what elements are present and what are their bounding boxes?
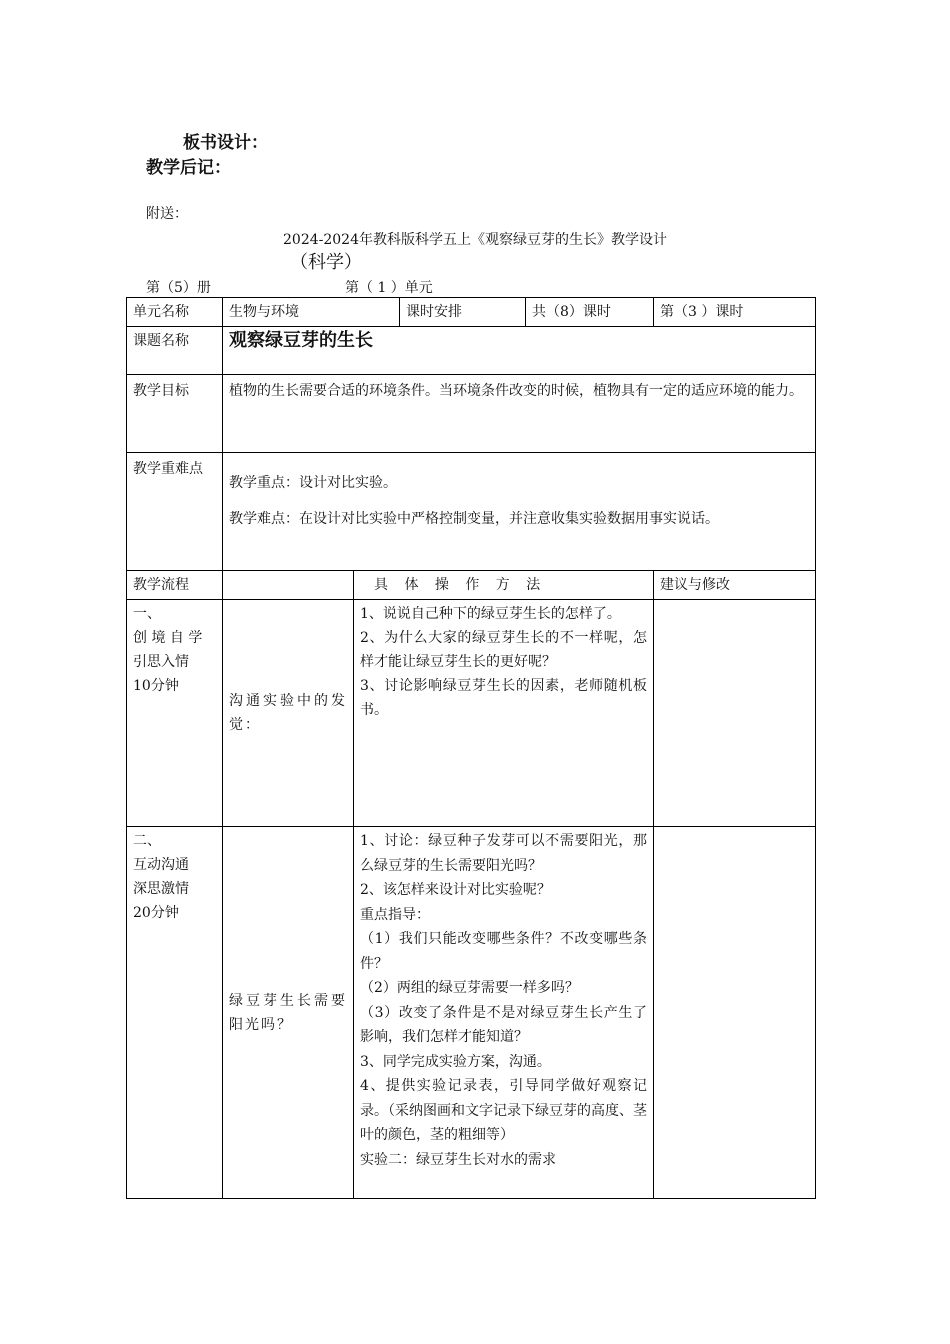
- stage-1-step: 1、说说自己种下的绿豆芽生长的怎样了。: [360, 606, 621, 622]
- stage-2-duration: 20分钟: [133, 905, 179, 921]
- stage-1-step: 2、为什么大家的绿豆芽生长的不一样呢，怎样才能让绿豆芽生长的更好呢？: [360, 630, 647, 670]
- stage-2-focus: 绿豆芽生长需要阳光吗？: [229, 992, 347, 1033]
- schedule-label: 课时安排: [400, 298, 526, 327]
- attached-label: 附送：: [146, 206, 188, 222]
- subject-label: （科学）: [290, 252, 362, 273]
- goal-label: 教学目标: [127, 375, 223, 453]
- stage-1-duration: 10分钟: [133, 678, 179, 694]
- current-lesson: 第（3 ）课时: [654, 298, 816, 327]
- stage-2-step: 4、提供实验记录表，引导同学做好观察记录。（采纳图画和文字记录下绿豆芽的高度、茎叶的颜色，茎的粗细等）: [360, 1078, 647, 1143]
- stage-2-step: 3、同学完成实验方案，沟通。: [360, 1053, 551, 1070]
- stage-1-advice: [654, 600, 816, 827]
- stage-1-step: 3、讨论影响绿豆芽生长的因素，老师随机板书。: [360, 678, 647, 718]
- unit-row: [127, 298, 816, 327]
- topic-label: 课题名称: [127, 327, 223, 375]
- stage-2-advice: [654, 827, 816, 1199]
- stage-1-number: 一、: [133, 606, 161, 622]
- stage-1-focus-cell: [223, 600, 354, 827]
- stage-2-step: （2）两组的绿豆芽需要一样多吗？: [360, 980, 579, 996]
- volume-label: 第（5）册: [146, 280, 211, 296]
- stage-2-steps: [354, 827, 654, 1199]
- total-lessons: 共（8）课时: [526, 298, 654, 327]
- stage-2-step: （3）改变了条件是不是对绿豆芽生长产生了影响，我们怎样才能知道？: [360, 1004, 647, 1045]
- board-design-heading: 板书设计：: [183, 133, 268, 153]
- teaching-notes-heading: 教学后记：: [146, 158, 231, 178]
- document-title: 2024-2024年教科版科学五上《观察绿豆芽的生长》教学设计: [283, 232, 667, 248]
- stage-1-focus: 沟通实验中的发觉：: [229, 693, 347, 733]
- key-point-text: 教学重点：设计对比实验。: [229, 475, 397, 491]
- goal-row: [127, 375, 816, 453]
- stage-1-steps: [354, 600, 654, 827]
- stage-2-step: （1）我们只能改变哪些条件？不改变哪些条件？: [360, 931, 647, 972]
- stage-row-1: [127, 600, 816, 827]
- stage-1-name-line1: 创 境 自 学: [133, 630, 203, 646]
- stage-2-name-cell: [127, 827, 223, 1199]
- process-advice-header: 建议与修改: [654, 571, 816, 600]
- key-points-cell: [223, 453, 816, 571]
- stage-row-2: [127, 827, 816, 1199]
- stage-2-name-line1: 互动沟通: [133, 857, 189, 873]
- difficult-point-text: 教学难点：在设计对比实验中严格控制变量，并注意收集实验数据用事实说话。: [229, 511, 719, 527]
- topic-value: 观察绿豆芽的生长: [223, 327, 816, 375]
- stage-2-step: 2、该怎样来设计对比实验呢？: [360, 882, 551, 898]
- unit-name-label: 单元名称: [127, 298, 223, 327]
- key-points-label: 教学重难点: [127, 453, 223, 571]
- topic-row: [127, 327, 816, 375]
- stage-1-name-line2: 引思入情: [133, 654, 189, 670]
- stage-2-focus-cell: [223, 827, 354, 1199]
- key-points-row: [127, 453, 816, 571]
- goal-value: 植物的生长需要合适的环境条件。当环境条件改变的时候，植物具有一定的适应环境的能力。: [223, 375, 816, 453]
- unit-name-value: 生物与环境: [223, 298, 400, 327]
- process-method-header: 具 体 操 作 方 法: [354, 571, 654, 600]
- process-empty-header: [223, 571, 354, 600]
- process-header-row: [127, 571, 816, 600]
- stage-2-step: 重点指导：: [360, 906, 430, 923]
- stage-1-name-cell: [127, 600, 223, 827]
- process-flow-header: 教学流程: [127, 571, 223, 600]
- stage-2-name-line2: 深思激情: [133, 881, 189, 897]
- stage-2-number: 二、: [133, 833, 161, 849]
- stage-2-step: 实验二：绿豆芽生长对水的需求: [360, 1151, 556, 1168]
- unit-label: 第（ 1 ）单元: [345, 280, 433, 296]
- lesson-plan-table: [126, 297, 816, 1199]
- stage-2-step: 1、讨论：绿豆种子发芽可以不需要阳光，那么绿豆芽的生长需要阳光吗？: [360, 833, 647, 874]
